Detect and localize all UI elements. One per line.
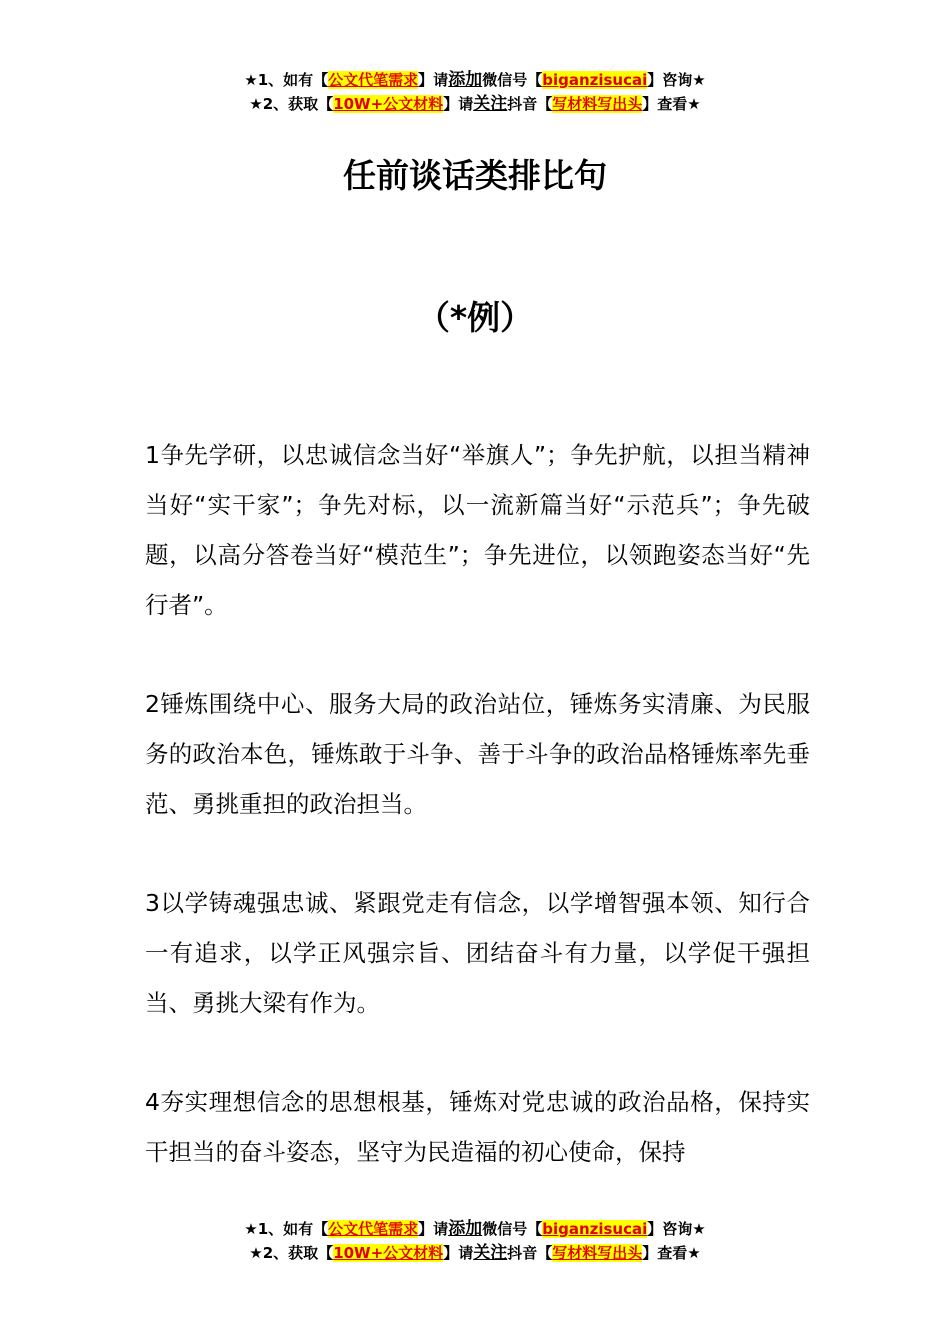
banner-text: 微信号【 xyxy=(482,71,543,89)
banner-line-2 xyxy=(0,92,950,116)
banner-text: 】请 xyxy=(443,95,474,113)
banner-text: ★1、如有【 xyxy=(244,1220,329,1238)
header-banner xyxy=(0,68,950,116)
banner-text: 】咨询★ xyxy=(647,71,706,89)
banner-line-1 xyxy=(0,1217,950,1241)
paragraph: 4夯实理想信念的思想根基，锤炼对党忠诚的政治品格，保持实干担当的奋斗姿态，坚守为民造福的初心使命，保持 xyxy=(145,1088,810,1166)
banner-text: 】查看★ xyxy=(642,95,701,113)
banner-highlight: 公文代笔需求 xyxy=(328,71,419,89)
page-subtitle: （*例） xyxy=(416,298,534,337)
banner-highlight: biganzisucai xyxy=(542,1220,648,1238)
paragraph: 2锤炼围绕中心、服务大局的政治站位，锤炼务实清廉、为民服务的政治本色，锤炼敢于斗争、善于斗争的政治品格锤炼率先垂范、勇挑重担的政治担当。 xyxy=(145,690,810,818)
banner-highlight: 写材料写出头 xyxy=(552,1244,643,1262)
page-title: 任前谈话类排比句 xyxy=(343,156,607,195)
banner-highlight: 10W+公文材料 xyxy=(333,95,444,113)
banner-line-1 xyxy=(0,68,950,92)
banner-highlight: 10W+公文材料 xyxy=(333,1244,444,1262)
banner-text: 】咨询★ xyxy=(647,1220,706,1238)
banner-text: ★2、获取【 xyxy=(249,95,334,113)
banner-text: ★1、如有【 xyxy=(244,71,329,89)
banner-underline: 关注 xyxy=(473,94,508,114)
banner-text: 抖音【 xyxy=(507,1244,553,1262)
banner-text: 微信号【 xyxy=(482,1220,543,1238)
footer-banner xyxy=(0,1217,950,1265)
banner-text: 】查看★ xyxy=(642,1244,701,1262)
banner-text: 】请 xyxy=(443,1244,474,1262)
banner-text: 】请 xyxy=(418,1220,449,1238)
banner-underline: 添加 xyxy=(448,1219,483,1239)
banner-text: 抖音【 xyxy=(507,95,553,113)
banner-text: 】请 xyxy=(418,71,449,89)
paragraph: 3以学铸魂强忠诚、紧跟党走有信念，以学增智强本领、知行合一有追求，以学正风强宗旨、团结奋斗有力量，以学促干强担当、勇挑大梁有作为。 xyxy=(145,889,810,1017)
banner-highlight: biganzisucai xyxy=(542,71,648,89)
banner-underline: 添加 xyxy=(448,70,483,90)
banner-line-2 xyxy=(0,1241,950,1265)
banner-text: ★2、获取【 xyxy=(249,1244,334,1262)
paragraph: 1争先学研，以忠诚信念当好“举旗人”；争先护航，以担当精神当好“实干家”；争先对标，以一流新篇当好“示范兵”；争先破题，以高分答卷当好“模范生”；争先进位，以领跑姿态当好“先行者”。 xyxy=(145,441,810,619)
banner-highlight: 公文代笔需求 xyxy=(328,1220,419,1238)
banner-highlight: 写材料写出头 xyxy=(552,95,643,113)
banner-underline: 关注 xyxy=(473,1243,508,1263)
